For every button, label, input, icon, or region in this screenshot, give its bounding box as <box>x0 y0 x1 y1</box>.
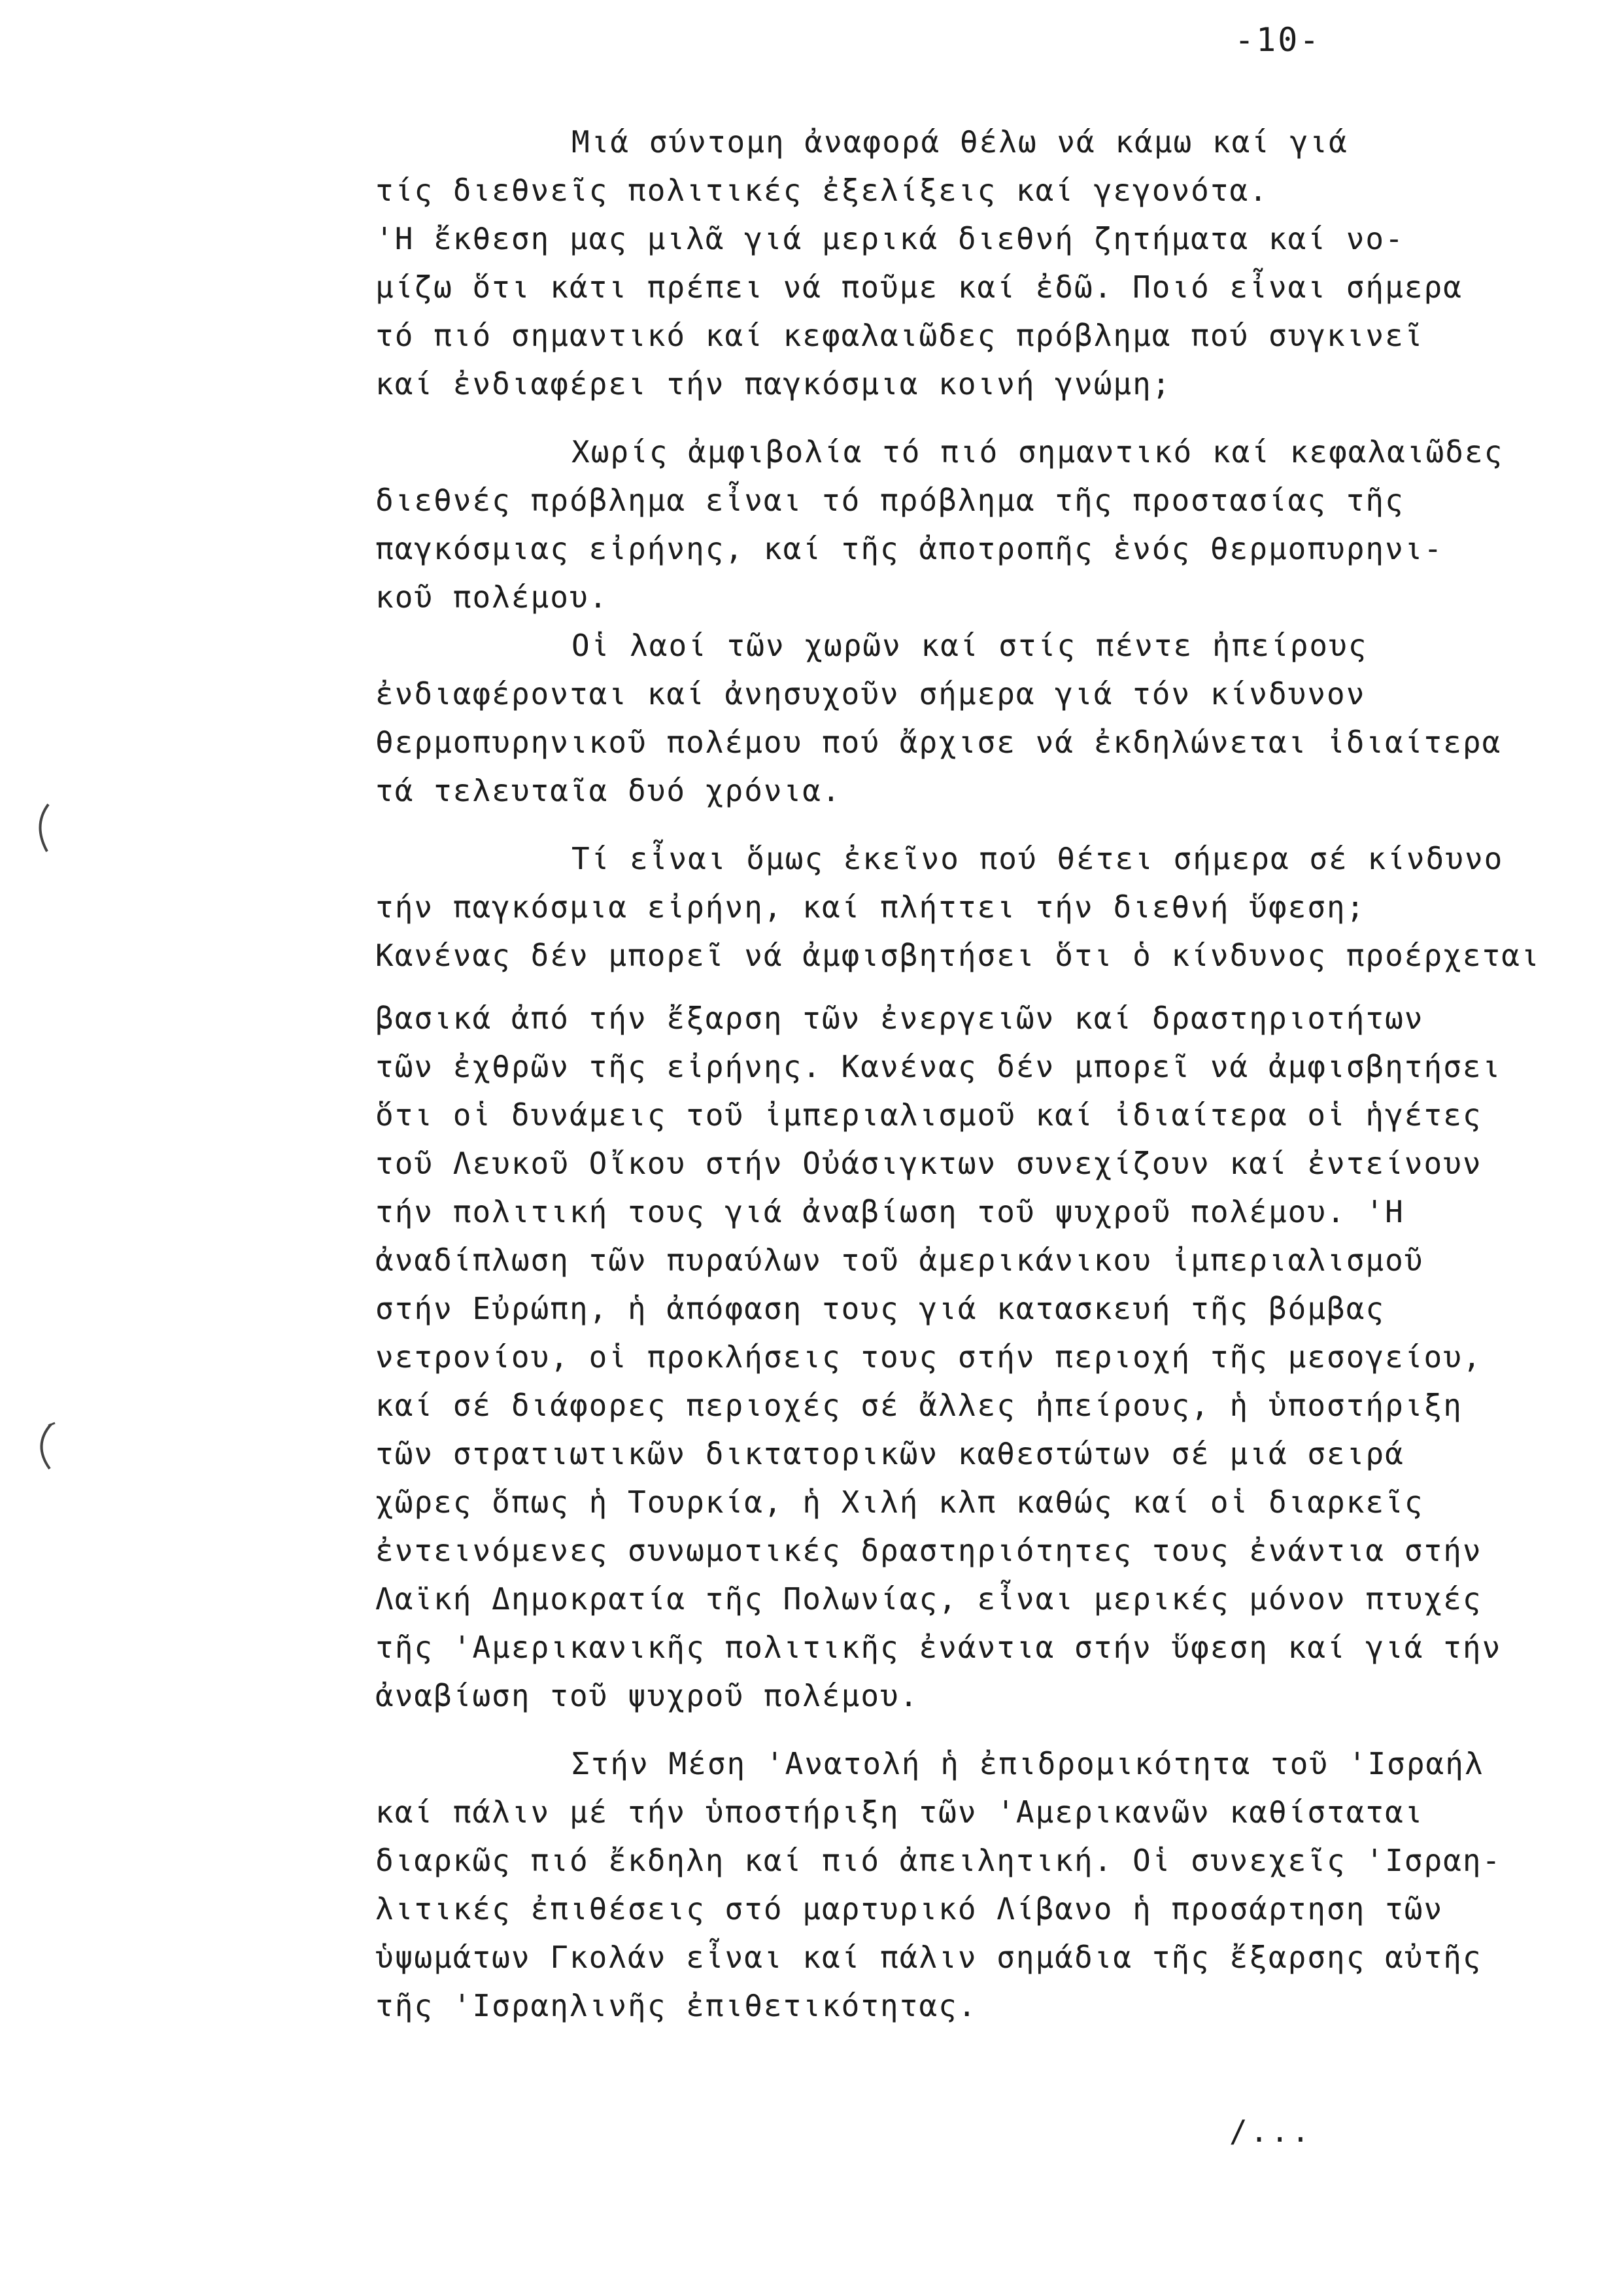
margin-bracket-mark <box>29 799 55 858</box>
text-line: Μιά σύντομη ἀναφορά θέλω νά κάμω καί γιά <box>571 124 1348 160</box>
text-line: Οἱ λαοί τῶν χωρῶν καί στίς πέντε ἠπείρους <box>571 628 1368 663</box>
text-line: βασικά ἀπό τήν ἔξαρση τῶν ἐνεργειῶν καί δραστηριοτήτων <box>375 1001 1424 1036</box>
text-line: ἐνδιαφέρονται καί ἀνησυχοῦν σήμερα γιά τόν κίνδυνον <box>375 676 1366 711</box>
text-line: ὑψωμάτων Γκολάν εἶναι καί πάλιν σημάδια τῆς ἔξαρσης αὐτῆς <box>375 1940 1482 1975</box>
text-line: τό πιό σημαντικό καί κεφαλαιῶδες πρόβλημα πού συγκινεῖ <box>375 318 1424 353</box>
text-line: τῆς 'Ισραηλινῆς ἐπιθετικότητας. <box>375 1988 978 2023</box>
paragraph-4 <box>375 834 1578 1720</box>
document-body <box>375 118 1578 2030</box>
paragraph-3 <box>375 621 1578 815</box>
text-line: τῶν στρατιωτικῶν δικτατορικῶν καθεστώτων σέ μιά σειρά <box>375 1436 1404 1471</box>
text-line: τά τελευταῖα δυό χρόνια. <box>375 773 842 808</box>
text-line: καί πάλιν μέ τήν ὑποστήριξη τῶν 'Αμερικανῶν καθίσταται <box>375 1794 1424 1830</box>
page-number: -10- <box>1234 21 1321 59</box>
text-line: τήν πολιτική τους γιά ἀναβίωση τοῦ ψυχροῦ πολέμου. 'Η <box>375 1194 1404 1229</box>
text-line: Κανένας δέν μπορεῖ νά ἀμφισβητήσει ὅτι ὁ κίνδυνος προέρχεται <box>375 938 1540 973</box>
text-line: διεθνές πρόβλημα εἶναι τό πρόβλημα τῆς προστασίας τῆς <box>375 483 1404 518</box>
text-line: 'Η ἔκθεση μας μιλᾶ γιά μερικά διεθνή ζητήματα καί νο- <box>375 221 1404 256</box>
text-line: τῶν ἐχθρῶν τῆς εἰρήνης. Κανένας δέν μπορεῖ νά ἀμφισβητήσει <box>375 1049 1502 1084</box>
text-line: ἐντεινόμενες συνωμοτικές δραστηριότητες τους ἐνάντια στήν <box>375 1533 1482 1568</box>
text-line: τοῦ Λευκοῦ Οἴκου στήν Οὐάσιγκτων συνεχίζουν καί ἐντείνουν <box>375 1146 1482 1181</box>
paragraph-2 <box>375 428 1578 621</box>
continuation-mark: /... <box>1229 2114 1312 2149</box>
text-line: διαρκῶς πιό ἔκδηλη καί πιό ἀπειλητική. Οἱ συνεχεῖς 'Ισραη- <box>375 1843 1502 1878</box>
text-line: ἀναδίπλωση τῶν πυραύλων τοῦ ἀμερικάνικου ἰμπεριαλισμοῦ <box>375 1242 1424 1278</box>
text-line: κοῦ πολέμου. <box>375 579 609 615</box>
text-line: Στήν Μέση 'Ανατολή ἡ ἐπιδρομικότητα τοῦ 'Ισραήλ <box>571 1746 1484 1781</box>
text-line: μίζω ὅτι κάτι πρέπει νά ποῦμε καί ἐδῶ. Ποιό εἶναι σήμερα <box>375 269 1463 305</box>
text-line: στήν Εὐρώπη, ἡ ἀπόφαση τους γιά κατασκευή τῆς βόμβας <box>375 1291 1386 1326</box>
text-line: τήν παγκόσμια εἰρήνη, καί πλήττει τήν διεθνή ὕφεση; <box>375 889 1366 925</box>
text-line: τῆς 'Αμερικανικῆς πολιτικῆς ἐνάντια στήν ὕφεση καί γιά τήν <box>375 1630 1502 1665</box>
text-line: ὅτι οἱ δυνάμεις τοῦ ἰμπεριαλισμοῦ καί ἰδιαίτερα οἱ ἡγέτες <box>375 1097 1482 1133</box>
text-line: λιτικές ἐπιθέσεις στό μαρτυρικό Λίβανο ἡ προσάρτηση τῶν <box>375 1891 1444 1927</box>
paragraph-1 <box>375 118 1578 408</box>
text-line: καί ἐνδιαφέρει τήν παγκόσμια κοινή γνώμη; <box>375 366 1172 402</box>
paragraph-5 <box>375 1739 1578 2030</box>
text-line: Τί εἶναι ὅμως ἐκεῖνο πού θέτει σήμερα σέ κίνδυνο <box>571 841 1504 876</box>
text-line: Χωρίς ἀμφιβολία τό πιό σημαντικό καί κεφαλαιῶδες <box>571 434 1504 470</box>
margin-bracket-mark <box>29 1418 58 1477</box>
text-line: Λαϊκή Δημοκρατία τῆς Πολωνίας, εἶναι μερικές μόνον πτυχές <box>375 1581 1482 1617</box>
text-line: νετρονίου, οἱ προκλήσεις τους στήν περιοχή τῆς μεσογείου, <box>375 1339 1482 1375</box>
text-line: θερμοπυρηνικοῦ πολέμου πού ἄρχισε νά ἐκδηλώνεται ἰδιαίτερα <box>375 725 1502 760</box>
text-line: καί σέ διάφορες περιοχές σέ ἄλλες ἠπείρους, ἡ ὑποστήριξη <box>375 1388 1463 1423</box>
text-line: παγκόσμιας εἰρήνης, καί τῆς ἀποτροπῆς ἑνός θερμοπυρηνι- <box>375 531 1444 566</box>
text-line: ἀναβίωση τοῦ ψυχροῦ πολέμου. <box>375 1678 919 1713</box>
text-line: χῶρες ὅπως ἡ Τουρκία, ἡ Χιλή κλπ καθώς καί οἱ διαρκεῖς <box>375 1484 1424 1520</box>
text-line: τίς διεθνεῖς πολιτικές ἐξελίξεις καί γεγονότα. <box>375 173 1268 208</box>
